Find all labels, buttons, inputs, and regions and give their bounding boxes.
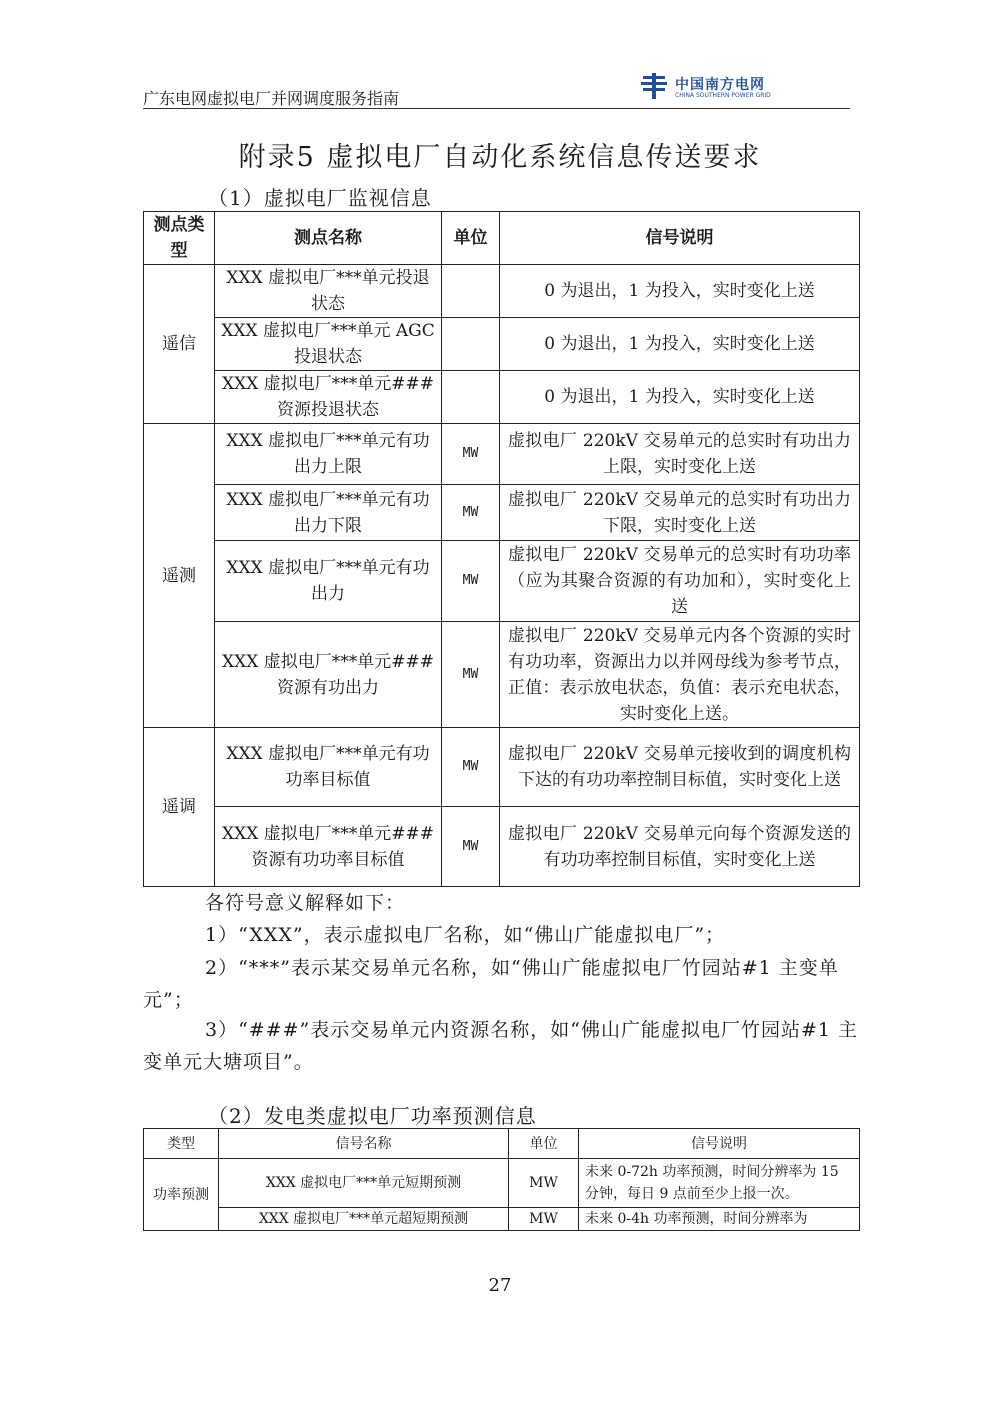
unit-cell [442,265,500,318]
point-name-cell: XXX 虚拟电厂***单元有功功率目标值 [215,728,442,807]
table-row [144,265,860,318]
table-row [144,485,860,541]
point-name-cell: XXX 虚拟电厂***单元###资源有功功率目标值 [215,807,442,887]
header-point-type: 测点类型 [144,212,215,265]
point-name-cell: XXX 虚拟电厂***单元###资源有功出力 [215,622,442,728]
point-type-cell: 遥测 [144,424,215,728]
point-type-cell: 遥信 [144,265,215,424]
signal-desc-cell: 虚拟电厂 220kV 交易单元的总实时有功功率（应为其聚合资源的有功加和），实时变化上送 [500,541,860,622]
type-cell: 功率预测 [144,1159,219,1231]
grid-logo-icon [641,72,671,100]
table-row [144,318,860,371]
header-type: 类型 [144,1129,219,1159]
table-header-row [144,212,860,265]
signal-name-cell: XXX 虚拟电厂***单元短期预测 [219,1159,509,1208]
point-name-cell: XXX 虚拟电厂***单元###资源投退状态 [215,371,442,424]
section-1-title: （1）虚拟电厂监视信息 [208,186,432,210]
table-header-row [144,1129,860,1159]
header-signal-desc: 信号说明 [500,212,860,265]
point-name-cell: XXX 虚拟电厂***单元有功出力上限 [215,424,442,485]
china-southern-power-grid-logo [641,72,791,102]
header-unit: 单位 [442,212,500,265]
header-signal-name: 信号名称 [219,1129,509,1159]
header-unit: 单位 [509,1129,579,1159]
note-item: 3）“###”表示交易单元内资源名称，如“佛山广能虚拟电厂竹园站#1 主变单元大塘项目”。 [143,1019,859,1073]
signal-name-cell: XXX 虚拟电厂***单元超短期预测 [219,1208,509,1231]
signal-desc-cell: 0 为退出，1 为投入，实时变化上送 [500,318,860,371]
signal-desc-cell: 未来 0-72h 功率预测，时间分辨率为 15 分钟，每日 9 点前至少上报一次。 [579,1159,860,1208]
table-row [144,728,860,807]
signal-desc-cell: 0 为退出，1 为投入，实时变化上送 [500,371,860,424]
unit-cell: MW [509,1208,579,1231]
table-row [144,1208,860,1231]
unit-cell: MW [442,622,500,728]
appendix-title: 附录5 虚拟电厂自动化系统信息传送要求 [238,142,762,173]
note-item: 1）“XXX”，表示虚拟电厂名称，如“佛山广能虚拟电厂”； [205,924,726,946]
unit-cell [442,371,500,424]
unit-cell: MW [442,728,500,807]
logo-subtitle: CHINA SOUTHERN POWER GRID [675,92,771,99]
unit-cell [442,318,500,371]
signal-desc-cell: 虚拟电厂 220kV 交易单元向每个资源发送的有功功率控制目标值，实时变化上送 [500,807,860,887]
signal-desc-cell: 未来 0-4h 功率预测，时间分辨率为 [579,1208,860,1231]
power-forecast-table [143,1128,860,1231]
header-signal-desc: 信号说明 [579,1129,860,1159]
table-row [144,622,860,728]
table-row [144,807,860,887]
table-row [144,371,860,424]
point-type-cell: 遥调 [144,728,215,887]
page-number: 27 [488,1275,512,1296]
unit-cell: MW [442,541,500,622]
point-name-cell: XXX 虚拟电厂***单元有功出力 [215,541,442,622]
unit-cell: MW [509,1159,579,1208]
point-name-cell: XXX 虚拟电厂***单元投退状态 [215,265,442,318]
signal-desc-cell: 虚拟电厂 220kV 交易单元的总实时有功出力下限，实时变化上送 [500,485,860,541]
point-name-cell: XXX 虚拟电厂***单元 AGC 投退状态 [215,318,442,371]
note-item: 2）“***”表示某交易单元名称，如“佛山广能虚拟电厂竹园站#1 主变单元”； [143,957,839,1011]
table-row [144,424,860,485]
logo-text: 中国南方电网 [675,77,765,93]
notes-intro: 各符号意义解释如下： [205,892,406,914]
section-2-title: （2）发电类虚拟电厂功率预测信息 [208,1104,537,1128]
signal-desc-cell: 虚拟电厂 220kV 交易单元的总实时有功出力上限，实时变化上送 [500,424,860,485]
point-name-cell: XXX 虚拟电厂***单元有功出力下限 [215,485,442,541]
table-row [144,1159,860,1208]
signal-desc-cell: 0 为退出，1 为投入，实时变化上送 [500,265,860,318]
unit-cell: MW [442,424,500,485]
running-header-title: 广东电网虚拟电厂并网调度服务指南 [143,89,400,108]
signal-desc-cell: 虚拟电厂 220kV 交易单元接收到的调度机构下达的有功功率控制目标值，实时变化上送 [500,728,860,807]
signal-desc-cell: 虚拟电厂 220kV 交易单元内各个资源的实时有功功率，资源出力以并网母线为参考节点，正值：表示放电状态，负值：表示充电状态，实时变化上送。 [500,622,860,728]
table-row [144,541,860,622]
unit-cell: MW [442,485,500,541]
header-divider [143,108,850,109]
monitoring-info-table [143,211,860,887]
header-point-name: 测点名称 [215,212,442,265]
unit-cell: MW [442,807,500,887]
